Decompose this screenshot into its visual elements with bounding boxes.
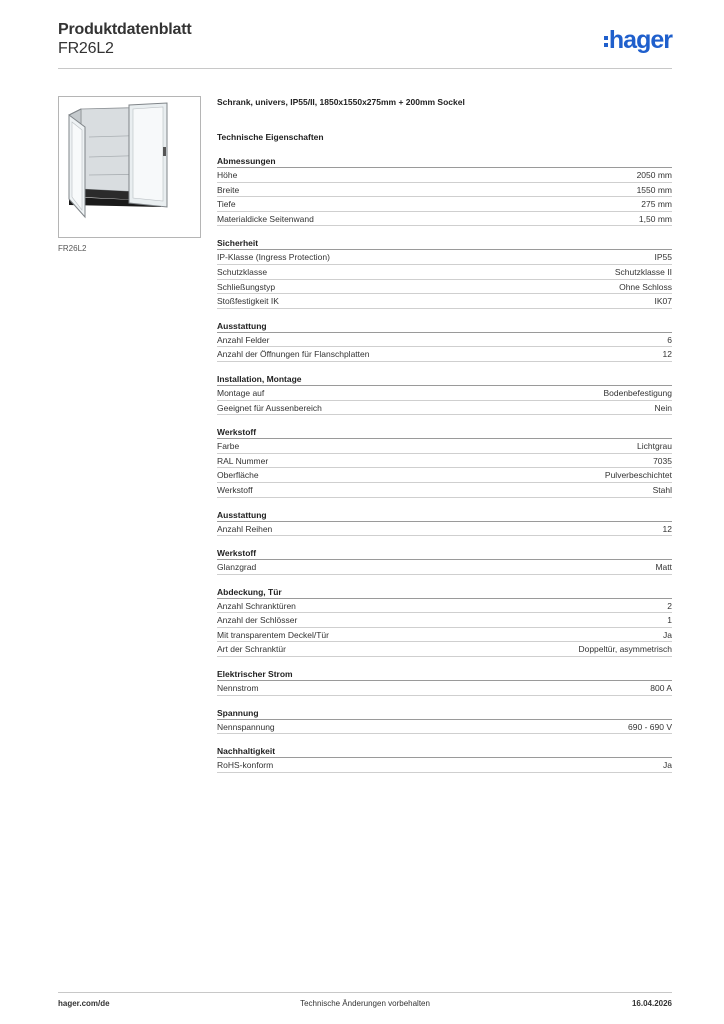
spec-label: Schließungstyp (217, 281, 276, 292)
cabinet-image (58, 96, 201, 238)
spec-row (217, 522, 672, 537)
spec-value: Doppeltür, asymmetrisch (578, 644, 672, 655)
section-heading: Ausstattung (217, 320, 672, 333)
section-heading: Werkstoff (217, 426, 672, 439)
spec-row (217, 439, 672, 454)
spec-value: Matt (655, 562, 672, 573)
spec-value: Ja (663, 760, 672, 771)
spec-value: 2050 mm (636, 170, 672, 180)
spec-row (217, 483, 672, 498)
spec-value: 1 (667, 615, 672, 626)
logo-dots-icon (604, 36, 608, 47)
spec-section (217, 547, 672, 575)
spec-value: IP55 (654, 252, 672, 263)
spec-label: Anzahl der Öffnungen für Flanschplatten (217, 349, 370, 360)
spec-section (217, 668, 672, 696)
spec-label: Anzahl Schranktüren (217, 600, 296, 611)
spec-label: Art der Schranktür (217, 644, 286, 655)
spec-row (217, 347, 672, 362)
spec-value: IK07 (654, 296, 672, 307)
spec-row (217, 183, 672, 198)
spec-label: RAL Nummer (217, 455, 269, 466)
spec-value: Schutzklasse II (614, 266, 672, 277)
spec-value: 1,50 mm (638, 213, 672, 224)
spec-label: Schutzklasse (217, 266, 268, 277)
spec-section (217, 509, 672, 537)
spec-row (217, 386, 672, 401)
spec-label: Oberfläche (217, 470, 259, 481)
spec-row (217, 250, 672, 265)
spec-row (217, 401, 672, 416)
spec-value: Ohne Schloss (619, 281, 672, 292)
spec-label: Werkstoff (217, 484, 253, 495)
spec-label: Mit transparentem Deckel/Tür (217, 629, 329, 640)
spec-row (217, 280, 672, 295)
spec-section (217, 707, 672, 735)
spec-value: 2 (667, 600, 672, 611)
spec-row (217, 197, 672, 212)
spec-section (217, 155, 672, 226)
spec-value: 275 mm (641, 199, 672, 210)
properties-heading: Technische Eigenschaften (217, 132, 324, 142)
hager-logo (604, 27, 672, 53)
spec-row (217, 468, 672, 483)
product-code: FR26L2 (58, 40, 114, 57)
spec-label: RoHS-konform (217, 760, 274, 771)
spec-value: Pulverbeschichtet (604, 470, 672, 481)
spec-sections (217, 155, 672, 773)
spec-label: Anzahl Reihen (217, 523, 273, 534)
spec-value: Bodenbefestigung (603, 387, 672, 398)
spec-label: Höhe (217, 170, 238, 180)
spec-value: 690 - 690 V (628, 721, 672, 732)
page-footer (58, 992, 672, 1012)
section-heading: Nachhaltigkeit (217, 745, 672, 758)
section-heading: Installation, Montage (217, 373, 672, 386)
footer-date: 16.04.2026 (631, 999, 672, 1008)
spec-label: Breite (217, 184, 240, 195)
cabinet-illustration-icon (59, 97, 200, 237)
spec-value: 6 (667, 334, 672, 345)
spec-row (217, 265, 672, 280)
spec-row (217, 628, 672, 643)
spec-section (217, 373, 672, 415)
spec-value: Stahl (652, 484, 672, 495)
spec-row (217, 720, 672, 735)
spec-row (217, 681, 672, 696)
spec-row (217, 758, 672, 773)
spec-row (217, 333, 672, 348)
spec-label: Anzahl der Schlösser (217, 615, 298, 626)
spec-label: Nennspannung (217, 721, 275, 732)
section-heading: Werkstoff (217, 547, 672, 560)
section-heading: Ausstattung (217, 509, 672, 522)
spec-label: Glanzgrad (217, 562, 257, 573)
spec-section (217, 745, 672, 773)
spec-section (217, 320, 672, 362)
spec-label: Montage auf (217, 387, 265, 398)
logo-text: hager (608, 25, 672, 54)
spec-row (217, 212, 672, 227)
spec-label: Farbe (217, 441, 240, 452)
spec-value: 800 A (650, 683, 672, 694)
spec-label: IP-Klasse (Ingress Protection) (217, 252, 330, 263)
specs-content (217, 95, 672, 773)
spec-row (217, 560, 672, 575)
spec-row (217, 294, 672, 309)
section-heading: Spannung (217, 707, 672, 720)
spec-value: Nein (654, 402, 672, 413)
spec-section (217, 237, 672, 308)
spec-value: Lichtgrau (637, 441, 672, 452)
spec-label: Tiefe (217, 199, 236, 210)
spec-section (217, 586, 672, 657)
spec-value: 1550 mm (636, 184, 672, 195)
spec-row (217, 599, 672, 614)
spec-label: Materialdicke Seitenwand (217, 213, 314, 224)
footer-notice: Technische Änderungen vorbehalten (300, 999, 430, 1008)
spec-row (217, 168, 672, 183)
section-heading: Abdeckung, Tür (217, 586, 672, 599)
spec-label: Stoßfestigkeit IK (217, 296, 279, 307)
document-title: Produktdatenblatt (58, 21, 192, 38)
spec-label: Geeignet für Aussenbereich (217, 402, 322, 413)
section-heading: Abmessungen (217, 155, 672, 168)
page-header (58, 21, 672, 69)
section-heading: Elektrischer Strom (217, 668, 672, 681)
spec-row (217, 613, 672, 628)
spec-row (217, 642, 672, 657)
spec-section (217, 426, 672, 497)
spec-label: Anzahl Felder (217, 334, 270, 345)
spec-value: 12 (662, 349, 672, 360)
image-caption: FR26L2 (58, 244, 87, 253)
website-link[interactable]: hager.com/de (58, 999, 110, 1008)
spec-row (217, 454, 672, 469)
spec-value: 7035 (653, 455, 672, 466)
section-heading: Sicherheit (217, 237, 672, 250)
spec-value: Ja (663, 629, 672, 640)
product-description: Schrank, univers, IP55/II, 1850x1550x275mm + 200mm Sockel (217, 97, 465, 107)
spec-label: Nennstrom (217, 683, 259, 694)
spec-value: 12 (662, 523, 672, 534)
